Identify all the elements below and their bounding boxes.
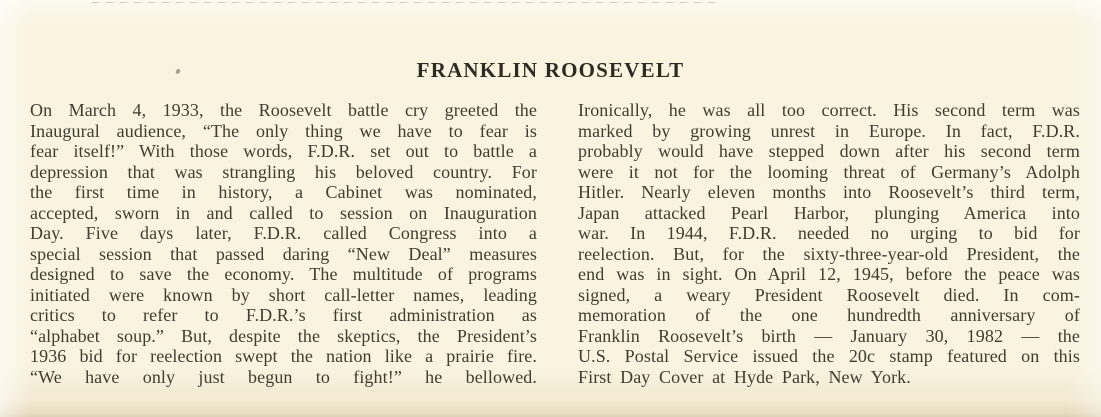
text-line: Hitler. Nearly eleven months into Roosevelt’s third term, bbox=[578, 182, 1080, 202]
text-line: Franklin Roosevelt’s birth — January 30, 1982 — the bbox=[578, 325, 1080, 346]
text-line: special session that passed daring “New Deal” measures bbox=[30, 243, 537, 264]
text-line: critics to refer to F.D.R.’s first administration as bbox=[30, 305, 537, 325]
text-line: end was in sight. On April 12, 1945, before the peace was bbox=[578, 264, 1080, 284]
left-column bbox=[30, 100, 537, 387]
text-line: depression that was strangling his beloved country. For bbox=[30, 161, 537, 182]
text-line: were it not for the looming threat of Germany’s Adolph bbox=[578, 161, 1080, 182]
text-line: memoration of the one hundredth anniversary of bbox=[578, 305, 1080, 325]
text-line: “alphabet soup.” But, despite the skeptics, the President’s bbox=[30, 325, 537, 346]
scan-artifact-line bbox=[92, 2, 717, 3]
text-line: war. In 1944, F.D.R. needed no urging to bid for bbox=[578, 223, 1080, 243]
text-line: marked by growing unrest in Europe. In fact, F.D.R. bbox=[578, 120, 1080, 141]
text-line: designed to save the economy. The multitude of programs bbox=[30, 264, 537, 284]
right-column bbox=[578, 100, 1080, 387]
text-line: 1936 bid for reelection swept the nation like a prairie fire. bbox=[30, 346, 537, 366]
text-line: probably would have stepped down after his second term bbox=[578, 141, 1080, 161]
text-line: Inaugural audience, “The only thing we have to fear is bbox=[30, 120, 537, 141]
text-line: U.S. Postal Service issued the 20c stamp featured on this bbox=[578, 346, 1080, 366]
body-text bbox=[30, 100, 1080, 387]
text-line: First Day Cover at Hyde Park, New York. bbox=[578, 366, 911, 387]
page-title: FRANKLIN ROOSEVELT bbox=[416, 58, 685, 82]
text-line: accepted, sworn in and called to session on Inauguration bbox=[30, 202, 537, 223]
text-line: Japan attacked Pearl Harbor, plunging America into bbox=[578, 202, 1080, 223]
text-line: reelection. But, for the sixty-three-year-old President, the bbox=[578, 243, 1080, 264]
text-line: fear itself!” With those words, F.D.R. set out to battle a bbox=[30, 141, 537, 161]
text-line: “We have only just begun to fight!” he bellowed. bbox=[30, 366, 537, 387]
text-line: initiated were known by short call-letter names, leading bbox=[30, 284, 537, 305]
text-line: On March 4, 1933, the Roosevelt battle cry greeted the bbox=[30, 100, 537, 120]
text-line: Day. Five days later, F.D.R. called Congress into a bbox=[30, 223, 537, 243]
text-line: signed, a weary President Roosevelt died. In com- bbox=[578, 284, 1080, 305]
text-line: Ironically, he was all too correct. His second term was bbox=[578, 100, 1080, 120]
text-line: the first time in history, a Cabinet was nominated, bbox=[30, 182, 537, 202]
